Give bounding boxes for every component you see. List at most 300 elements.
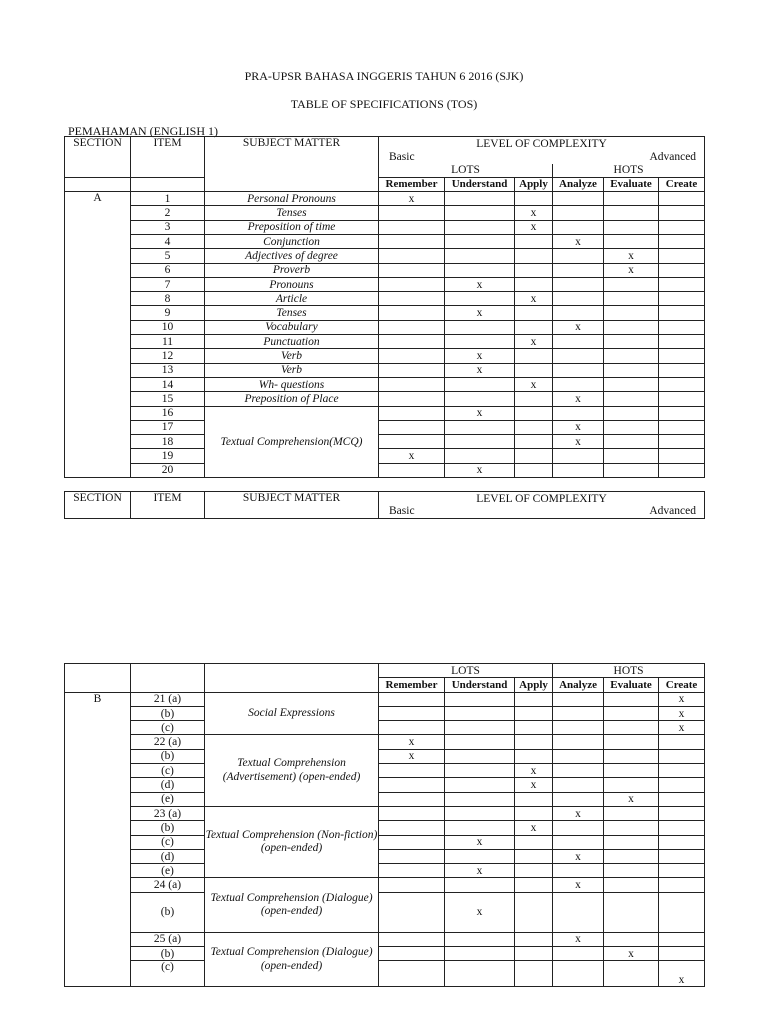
mark-cell <box>445 292 515 306</box>
item-number: 10 <box>131 320 205 334</box>
table-row <box>65 821 705 835</box>
mark-cell <box>515 721 553 735</box>
document-title: PRA-UPSR BAHASA INGGERIS TAHUN 6 2016 (SJK) <box>244 69 524 83</box>
hots-header: HOTS <box>553 164 705 178</box>
mark-cell: x <box>553 392 604 406</box>
item-number: 23 (a) <box>131 806 205 820</box>
mark-cell <box>379 349 445 363</box>
mark-cell <box>553 778 604 792</box>
mark-cell <box>553 792 604 806</box>
mark-cell: x <box>659 961 705 987</box>
mark-cell <box>604 961 659 987</box>
level-create: Create <box>659 177 705 191</box>
table-row <box>65 363 705 377</box>
mark-cell <box>379 792 445 806</box>
mark-cell <box>553 406 604 420</box>
item-number: 18 <box>131 435 205 449</box>
mark-cell <box>659 806 705 820</box>
mark-cell <box>379 835 445 849</box>
mark-cell <box>604 735 659 749</box>
mark-cell: x <box>604 792 659 806</box>
mark-cell <box>379 335 445 349</box>
mark-cell <box>379 892 445 932</box>
mark-cell <box>659 335 705 349</box>
mark-cell <box>445 792 515 806</box>
mark-cell <box>604 206 659 220</box>
mark-cell: x <box>515 220 553 234</box>
table-row <box>65 692 705 706</box>
level-of-complexity-label: LEVEL OF COMPLEXITY <box>476 138 607 150</box>
item-number: 25 (a) <box>131 932 205 946</box>
table-row <box>65 892 705 932</box>
mark-cell <box>445 764 515 778</box>
mark-cell <box>379 292 445 306</box>
mark-cell <box>659 735 705 749</box>
mark-cell <box>515 192 553 206</box>
mark-cell <box>379 420 445 434</box>
item-number: 2 <box>131 206 205 220</box>
mark-cell <box>515 864 553 878</box>
mark-cell <box>379 778 445 792</box>
mark-cell <box>445 335 515 349</box>
subject-matter-cell: Pronouns <box>205 277 379 291</box>
subject-matter-cell: Tenses <box>205 206 379 220</box>
item-number: 21 (a) <box>131 692 205 706</box>
level-apply: Apply <box>515 678 553 692</box>
table-row <box>65 249 705 263</box>
mark-cell: x <box>604 263 659 277</box>
mark-cell <box>379 220 445 234</box>
item-number: 4 <box>131 234 205 248</box>
table-row <box>65 377 705 391</box>
mark-cell <box>604 292 659 306</box>
mark-cell <box>659 932 705 946</box>
mark-cell <box>604 749 659 763</box>
mark-cell <box>553 706 604 720</box>
advanced-label: Advanced <box>649 505 696 517</box>
table-row <box>65 778 705 792</box>
table-row <box>65 263 705 277</box>
subject-matter-cell: Verb <box>205 363 379 377</box>
mark-cell <box>553 349 604 363</box>
mark-cell <box>553 277 604 291</box>
header-section: SECTION <box>65 137 131 178</box>
mark-cell <box>659 220 705 234</box>
mark-cell <box>379 435 445 449</box>
item-number: 15 <box>131 392 205 406</box>
section-blank <box>65 177 131 191</box>
mark-cell: x <box>445 277 515 291</box>
item-number: 5 <box>131 249 205 263</box>
mark-cell: x <box>659 721 705 735</box>
mark-cell <box>553 892 604 932</box>
mark-cell <box>445 392 515 406</box>
mark-cell <box>379 878 445 892</box>
mark-cell <box>445 692 515 706</box>
mark-cell <box>515 749 553 763</box>
mark-cell <box>379 249 445 263</box>
table-row <box>65 220 705 234</box>
mark-cell <box>604 192 659 206</box>
mark-cell <box>515 792 553 806</box>
table-row <box>65 206 705 220</box>
table-row <box>65 849 705 863</box>
mark-cell <box>604 835 659 849</box>
level-evaluate: Evaluate <box>604 177 659 191</box>
mark-cell <box>604 234 659 248</box>
mark-cell <box>659 892 705 932</box>
section-a-label: A <box>65 192 131 478</box>
mark-cell <box>553 335 604 349</box>
mark-cell <box>604 806 659 820</box>
level-remember: Remember <box>379 678 445 692</box>
mark-cell <box>515 806 553 820</box>
section-a-table <box>64 136 705 478</box>
mark-cell <box>515 449 553 463</box>
subject-matter-cell: Wh- questions <box>205 377 379 391</box>
mark-cell <box>604 220 659 234</box>
mark-cell <box>659 192 705 206</box>
header-item: ITEM <box>131 492 205 519</box>
mark-cell <box>604 277 659 291</box>
mark-cell <box>604 778 659 792</box>
mark-cell <box>553 463 604 477</box>
subject-matter-cell: Conjunction <box>205 234 379 248</box>
mark-cell <box>659 835 705 849</box>
table-row <box>65 449 705 463</box>
table-row <box>65 721 705 735</box>
mark-cell: x <box>445 306 515 320</box>
table-row <box>65 735 705 749</box>
mark-cell <box>515 277 553 291</box>
mark-cell <box>604 392 659 406</box>
mark-cell <box>553 249 604 263</box>
mark-cell <box>379 849 445 863</box>
mark-cell <box>379 234 445 248</box>
mark-cell <box>553 821 604 835</box>
mark-cell: x <box>379 192 445 206</box>
mark-cell <box>553 292 604 306</box>
mark-cell <box>604 377 659 391</box>
mark-cell <box>553 835 604 849</box>
mark-cell <box>659 249 705 263</box>
mark-cell <box>604 420 659 434</box>
item-number: (d) <box>131 849 205 863</box>
mark-cell <box>379 706 445 720</box>
item-number: 8 <box>131 292 205 306</box>
table-row <box>65 234 705 248</box>
mark-cell <box>659 435 705 449</box>
mark-cell <box>515 463 553 477</box>
mark-cell: x <box>515 377 553 391</box>
mark-cell <box>604 821 659 835</box>
item-number: 19 <box>131 449 205 463</box>
item-number: 11 <box>131 335 205 349</box>
mark-cell <box>659 306 705 320</box>
table-row <box>65 806 705 820</box>
mark-cell: x <box>445 363 515 377</box>
mark-cell <box>659 377 705 391</box>
mark-cell <box>445 947 515 961</box>
mark-cell <box>445 849 515 863</box>
mark-cell <box>604 764 659 778</box>
table-row <box>65 835 705 849</box>
mark-cell <box>515 706 553 720</box>
item-number: (b) <box>131 947 205 961</box>
mark-cell <box>515 932 553 946</box>
mark-cell <box>379 947 445 961</box>
subject-matter-cell: Textual Comprehension (Dialogue) (open-ended) <box>205 932 379 987</box>
table-row <box>65 320 705 334</box>
mark-cell: x <box>553 932 604 946</box>
mark-cell <box>515 392 553 406</box>
table-row <box>65 435 705 449</box>
mark-cell <box>515 406 553 420</box>
header-section: SECTION <box>65 492 131 519</box>
table-row <box>65 335 705 349</box>
item-number: 3 <box>131 220 205 234</box>
mark-cell <box>379 377 445 391</box>
table-row <box>65 947 705 961</box>
mark-cell: x <box>445 835 515 849</box>
mark-cell <box>659 206 705 220</box>
item-number: 13 <box>131 363 205 377</box>
item-blank <box>131 177 205 191</box>
mark-cell <box>515 306 553 320</box>
mark-cell: x <box>379 749 445 763</box>
level-understand: Understand <box>445 678 515 692</box>
mark-cell <box>604 463 659 477</box>
mark-cell: x <box>445 463 515 477</box>
mark-cell <box>659 277 705 291</box>
table-row <box>65 792 705 806</box>
mark-cell: x <box>515 821 553 835</box>
mark-cell <box>553 961 604 987</box>
section-b-table <box>64 663 705 987</box>
mark-cell <box>445 320 515 334</box>
table-row <box>65 864 705 878</box>
mark-cell <box>553 363 604 377</box>
basic-label: Basic <box>389 150 415 163</box>
subject-matter-cell: Textual Comprehension(MCQ) <box>205 406 379 477</box>
section-b-header-table <box>64 491 705 519</box>
mark-cell <box>515 249 553 263</box>
mark-cell <box>445 778 515 792</box>
mark-cell <box>604 449 659 463</box>
item-number: (b) <box>131 892 205 932</box>
mark-cell <box>553 735 604 749</box>
mark-cell <box>553 721 604 735</box>
subject-matter-cell: Preposition of time <box>205 220 379 234</box>
mark-cell <box>379 320 445 334</box>
mark-cell <box>445 206 515 220</box>
table-row <box>65 306 705 320</box>
subject-matter-cell: Vocabulary <box>205 320 379 334</box>
mark-cell <box>445 249 515 263</box>
paper-label: PEMAHAMAN (ENGLISH 1) <box>68 124 218 138</box>
mark-cell: x <box>553 420 604 434</box>
mark-cell <box>659 849 705 863</box>
subject-matter-cell: Preposition of Place <box>205 392 379 406</box>
item-number: 1 <box>131 192 205 206</box>
mark-cell <box>604 864 659 878</box>
header-subject-matter: SUBJECT MATTER <box>205 492 379 519</box>
mark-cell <box>515 263 553 277</box>
mark-cell <box>553 192 604 206</box>
mark-cell <box>379 821 445 835</box>
mark-cell <box>445 806 515 820</box>
mark-cell <box>379 263 445 277</box>
table-row <box>65 932 705 946</box>
advanced-label: Advanced <box>649 150 697 163</box>
level-analyze: Analyze <box>553 678 604 692</box>
mark-cell: x <box>445 864 515 878</box>
mark-cell <box>379 463 445 477</box>
subject-matter-cell: Proverb <box>205 263 379 277</box>
mark-cell <box>659 406 705 420</box>
item-number: (b) <box>131 706 205 720</box>
table-row <box>65 420 705 434</box>
item-number: (c) <box>131 835 205 849</box>
mark-cell: x <box>604 947 659 961</box>
table-row <box>65 292 705 306</box>
level-create: Create <box>659 678 705 692</box>
mark-cell: x <box>445 349 515 363</box>
mark-cell <box>515 735 553 749</box>
mark-cell <box>659 320 705 334</box>
mark-cell <box>659 947 705 961</box>
mark-cell <box>445 821 515 835</box>
mark-cell <box>553 449 604 463</box>
mark-cell: x <box>379 735 445 749</box>
item-number: 9 <box>131 306 205 320</box>
mark-cell <box>604 335 659 349</box>
mark-cell <box>659 792 705 806</box>
mark-cell <box>515 320 553 334</box>
mark-cell: x <box>553 320 604 334</box>
mark-cell <box>604 349 659 363</box>
table-row <box>65 749 705 763</box>
level-of-complexity-header <box>379 492 705 519</box>
subject-matter-cell: Tenses <box>205 306 379 320</box>
mark-cell <box>515 234 553 248</box>
mark-cell <box>659 420 705 434</box>
mark-cell <box>553 749 604 763</box>
item-number: (c) <box>131 721 205 735</box>
item-number: (b) <box>131 821 205 835</box>
header-item: ITEM <box>131 137 205 178</box>
subject-matter-cell: Personal Pronouns <box>205 192 379 206</box>
mark-cell <box>604 320 659 334</box>
mark-cell <box>553 947 604 961</box>
mark-cell <box>445 420 515 434</box>
mark-cell <box>553 263 604 277</box>
subject-matter-cell: Adjectives of degree <box>205 249 379 263</box>
mark-cell <box>515 420 553 434</box>
mark-cell <box>515 947 553 961</box>
mark-cell <box>515 349 553 363</box>
item-blank <box>131 664 205 693</box>
subject-matter-cell: Textual Comprehension (Advertisement) (open-ended) <box>205 735 379 806</box>
mark-cell <box>604 721 659 735</box>
mark-cell <box>659 363 705 377</box>
mark-cell <box>379 363 445 377</box>
mark-cell: x <box>515 335 553 349</box>
subject-blank <box>205 664 379 693</box>
mark-cell: x <box>445 406 515 420</box>
mark-cell <box>445 377 515 391</box>
section-b-label: B <box>65 692 131 987</box>
subject-matter-cell: Textual Comprehension (Dialogue) (open-ended) <box>205 878 379 932</box>
mark-cell <box>379 277 445 291</box>
level-of-complexity-label: LEVEL OF COMPLEXITY <box>476 493 607 505</box>
mark-cell <box>553 764 604 778</box>
item-number: 6 <box>131 263 205 277</box>
mark-cell <box>445 435 515 449</box>
table-row <box>65 277 705 291</box>
level-remember: Remember <box>379 177 445 191</box>
mark-cell <box>445 220 515 234</box>
mark-cell <box>604 306 659 320</box>
mark-cell <box>515 435 553 449</box>
table-row <box>65 463 705 477</box>
level-apply: Apply <box>515 177 553 191</box>
mark-cell <box>515 692 553 706</box>
mark-cell <box>659 878 705 892</box>
document-subtitle: TABLE OF SPECIFICATIONS (TOS) <box>290 97 478 111</box>
mark-cell <box>445 932 515 946</box>
table-row <box>65 392 705 406</box>
mark-cell <box>445 192 515 206</box>
table-row <box>65 961 705 987</box>
mark-cell <box>659 349 705 363</box>
mark-cell <box>553 864 604 878</box>
item-number: (c) <box>131 961 205 987</box>
item-number: 24 (a) <box>131 878 205 892</box>
mark-cell <box>604 435 659 449</box>
mark-cell: x <box>553 806 604 820</box>
mark-cell <box>553 692 604 706</box>
mark-cell <box>379 932 445 946</box>
mark-cell <box>515 849 553 863</box>
item-number: 7 <box>131 277 205 291</box>
mark-cell <box>379 406 445 420</box>
mark-cell <box>604 849 659 863</box>
mark-cell <box>659 821 705 835</box>
mark-cell: x <box>515 778 553 792</box>
mark-cell <box>659 764 705 778</box>
item-number: (c) <box>131 764 205 778</box>
mark-cell <box>515 961 553 987</box>
subject-matter-cell: Textual Comprehension (Non-fiction) (open-ended) <box>205 806 379 877</box>
mark-cell <box>604 406 659 420</box>
mark-cell <box>553 220 604 234</box>
item-number: 20 <box>131 463 205 477</box>
mark-cell <box>604 932 659 946</box>
item-number: 12 <box>131 349 205 363</box>
mark-cell <box>379 864 445 878</box>
mark-cell <box>515 878 553 892</box>
table-row <box>65 192 705 206</box>
mark-cell: x <box>604 249 659 263</box>
mark-cell <box>515 835 553 849</box>
table-row <box>65 349 705 363</box>
table-row <box>65 878 705 892</box>
mark-cell <box>379 206 445 220</box>
mark-cell <box>604 363 659 377</box>
header-subject-matter: SUBJECT MATTER <box>205 137 379 192</box>
item-number: 17 <box>131 420 205 434</box>
